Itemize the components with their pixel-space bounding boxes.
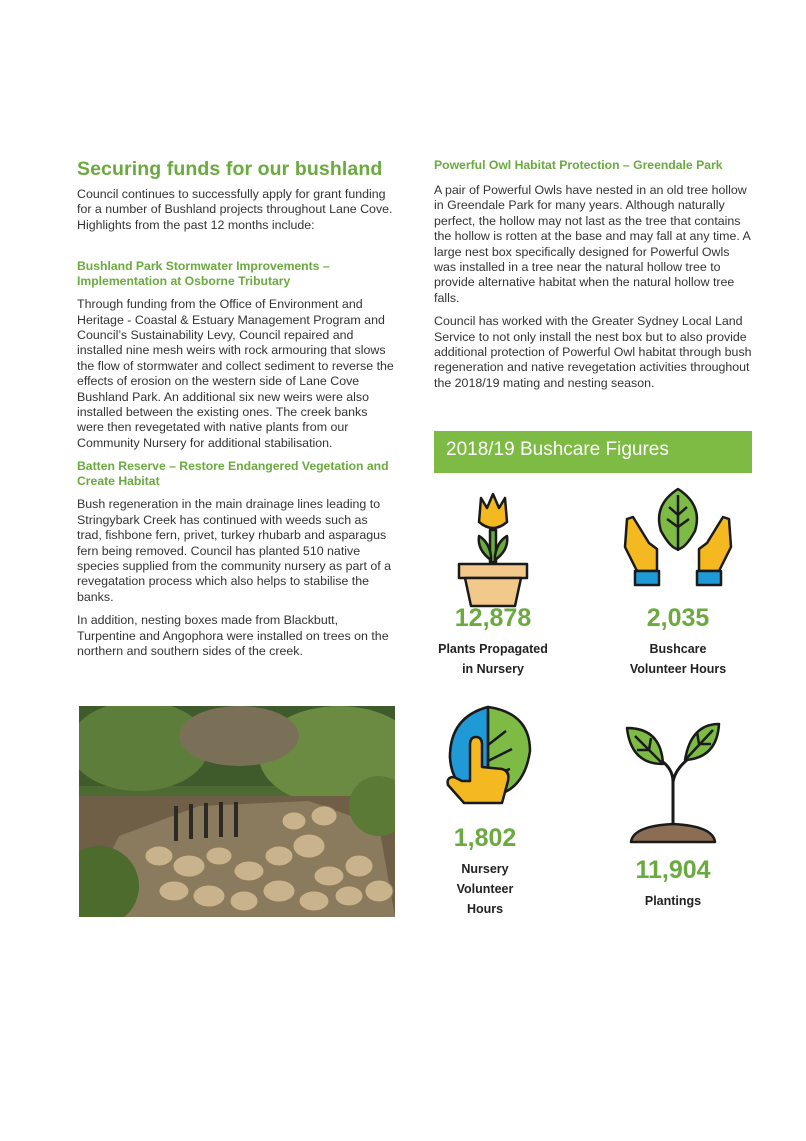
- section-title-batten: Batten Reserve – Restore Endangered Vegetation and Create Habitat: [77, 459, 389, 489]
- left-column: [77, 158, 395, 667]
- stat-nursery-volunteer-hours: [425, 824, 545, 919]
- intro-paragraph: Council continues to successfully apply for grant funding for a number of Bushland projects throughout Lane Cove. Highlights from the past 12 months include:: [77, 187, 393, 232]
- section-body-owl-1: A pair of Powerful Owls have nested in an old tree hollow in Greendale Park for many years. Although naturally perfect, the hollow may not last as the tree that contains the hollow is rotten at the base and may fall at any time. A large nest box specifically designed for Powerful Owls was installed in a tree near the natural hollow tree to provide alternative habitat when the natural hollow tree falls.: [434, 183, 751, 305]
- page-title: Securing funds for our bushland: [77, 158, 383, 180]
- stat-label: in Nursery: [462, 662, 524, 676]
- stat-number: 1,802: [453, 824, 517, 852]
- section-title-owl: Powerful Owl Habitat Protection – Greendale Park: [434, 158, 723, 172]
- section-body-stormwater: Through funding from the Office of Environment and Heritage - Coastal & Estuary Management Program and Council’s Sustainability Levy, Council repaired and installed nine mesh weirs with rock armouring that slows the flow of stormwater and collect sediment to reverse the effects of erosion on the western side of Lane Cove Bushland Park. An additional six new weirs were also installed between the existing ones. The creek banks were then revegetated with native plants from our Community Nursery for additional stabilisation.: [77, 297, 394, 450]
- stat-label: Plants Propagated: [438, 642, 548, 656]
- stat-plantings: [605, 856, 741, 911]
- stat-plants-propagated: [425, 604, 561, 679]
- seedling-icon: [625, 720, 721, 851]
- stat-label: Nursery: [461, 862, 509, 876]
- stat-label: Bushcare: [649, 642, 707, 656]
- stat-bushcare-volunteer-hours: [610, 604, 746, 679]
- right-column: [434, 158, 752, 399]
- potted-tulip-icon: [455, 490, 531, 613]
- creek-weir-photo: [79, 706, 395, 917]
- section-body-batten-2: In addition, nesting boxes made from Blackbutt, Turpentine and Angophora were installed on trees on the northern and southern sides of the creek.: [77, 613, 389, 658]
- stat-label: Hours: [466, 902, 504, 916]
- stat-number: 11,904: [635, 856, 711, 884]
- stat-number: 2,035: [646, 604, 710, 632]
- stat-label: Plantings: [644, 894, 702, 908]
- bushcare-figures-banner: [434, 431, 752, 473]
- banner-title: 2018/19 Bushcare Figures: [446, 439, 669, 460]
- stat-number: 12,878: [454, 604, 532, 632]
- section-body-owl-2: Council has worked with the Greater Sydney Local Land Service to not only install the nest box but to also provide additional protection of Powerful Owl habitat through bush regeneration and native revegetation activities throughout the 2018/19 mating and nesting season.: [434, 314, 752, 390]
- section-body-batten-1: Bush regeneration in the main drainage lines leading to Stringybark Creek has continued with weeds such as trad, fishbone fern, privet, turkey rhubarb and asparagus fern being removed. Council has planted 510 native species supplied from the community nursery as part of a revegatation process which also helps to stabilise the banks.: [77, 497, 392, 604]
- stat-label: Volunteer: [456, 882, 514, 896]
- hand-leaf-icon: [440, 705, 536, 816]
- stat-label: Volunteer Hours: [629, 662, 727, 676]
- hands-leaf-icon: [623, 487, 733, 594]
- section-title-stormwater: Bushland Park Stormwater Improvements – Implementation at Osborne Tributary: [77, 259, 330, 289]
